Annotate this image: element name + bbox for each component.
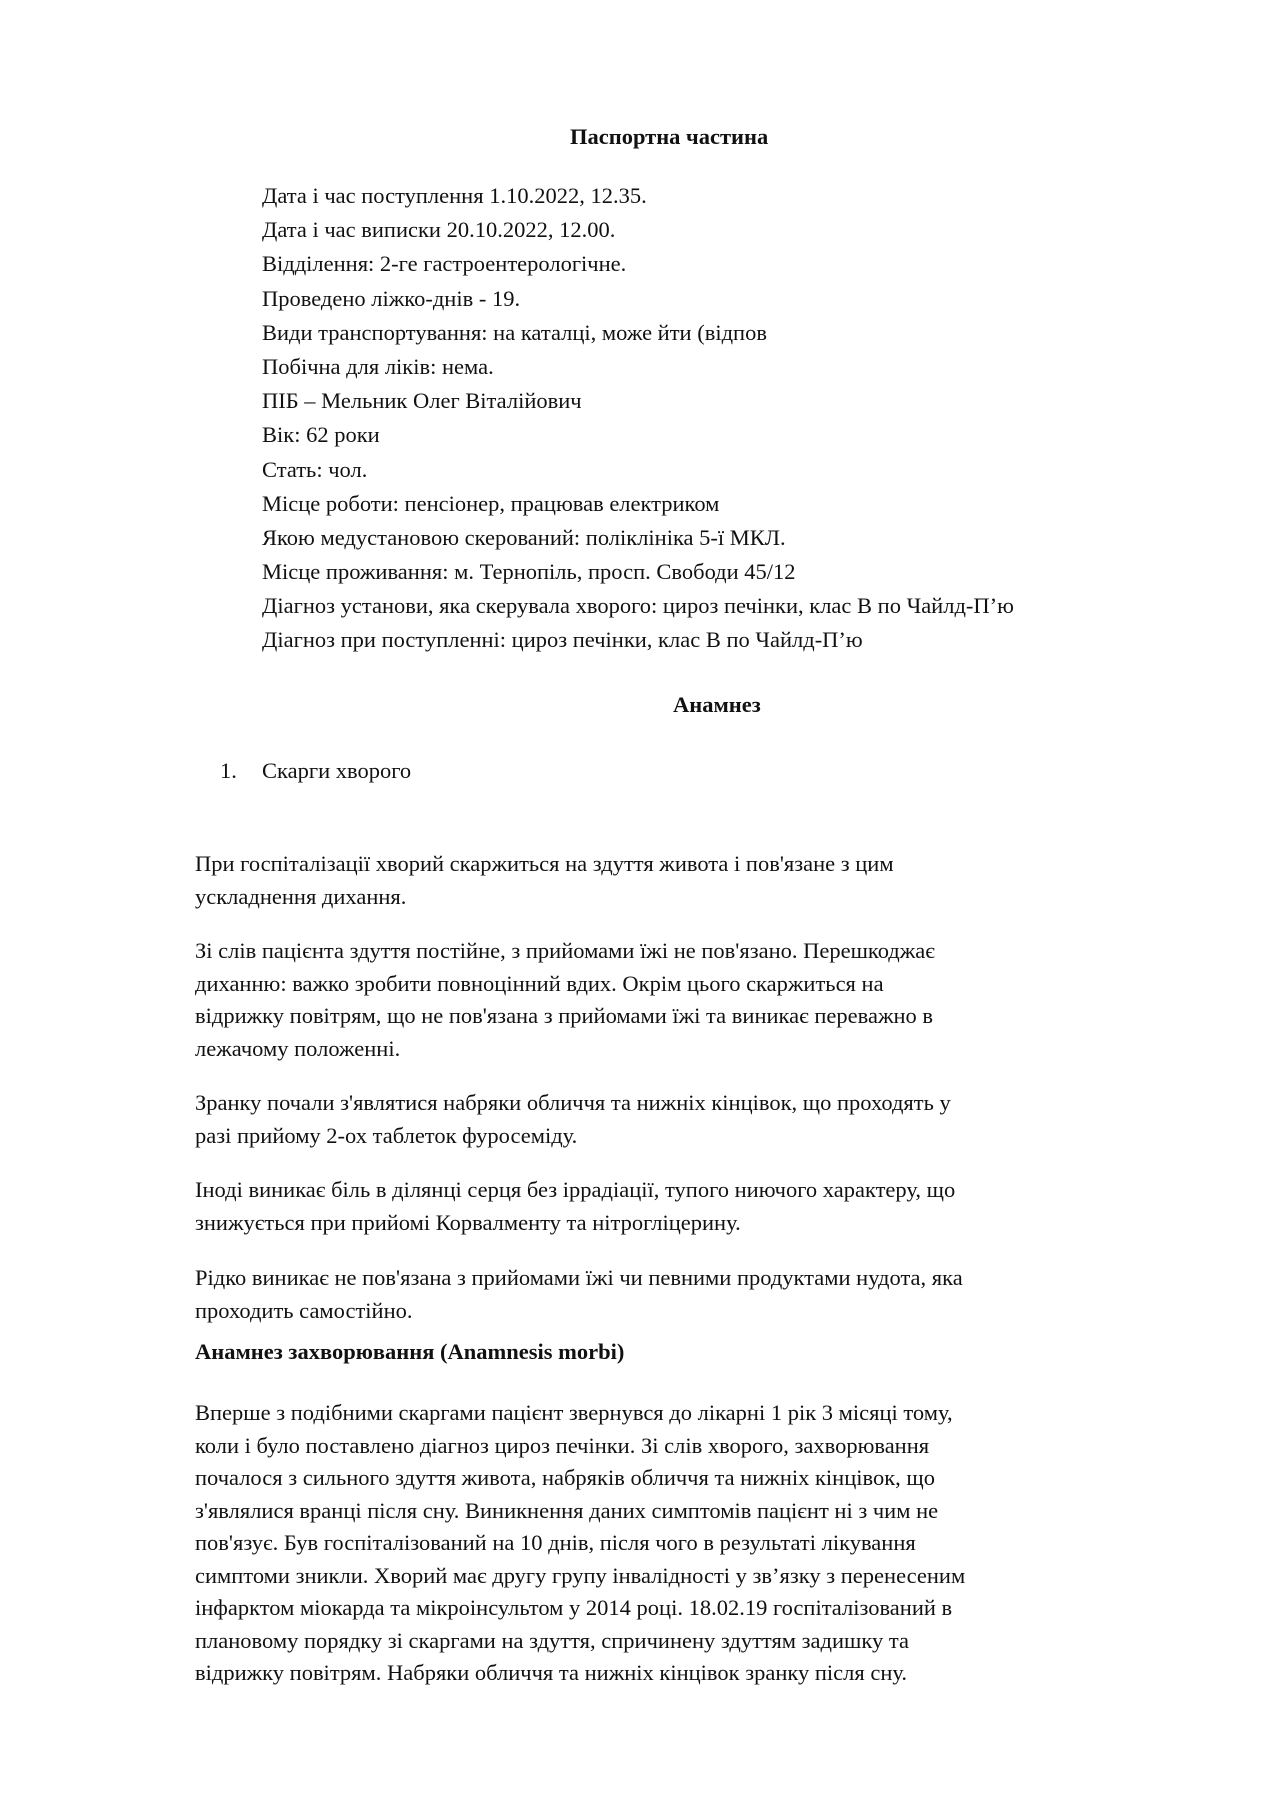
patient-age: Вік: 62 роки bbox=[262, 422, 380, 448]
paragraph-line: інфарктом міокарда та мікроінсультом у 2014 році. 18.02.19 госпіталізований в bbox=[195, 1595, 953, 1620]
referral-diagnosis: Діагноз установи, яка скерувала хворого: цироз печінки, клас В по Чайлд-П’ю bbox=[262, 593, 1014, 619]
referring-institution: Якою медустановою скерований: поліклініка 5-ї МКЛ. bbox=[262, 524, 786, 550]
list-number: 1. bbox=[220, 758, 237, 783]
paragraph-line: коли і було поставлено діагноз цироз печінки. Зі слів хворого, захворювання bbox=[195, 1432, 930, 1458]
patient-name: ПІБ – Мельник Олег Віталійович bbox=[262, 388, 582, 414]
paragraph-line: диханню: важко зробити повноцінний вдих. Окрім цього скаржиться на bbox=[195, 970, 884, 996]
paragraph-line: Вперше з подібними скаргами пацієнт звернувся до лікарні 1 рік 3 місяці тому, bbox=[195, 1400, 953, 1425]
paragraph-line: Рідко виникає не пов'язана з прийомами їжі чи певними продуктами нудота, яка bbox=[195, 1265, 963, 1290]
discharge-datetime: Дата і час виписки 20.10.2022, 12.00. bbox=[262, 217, 616, 243]
passport-section-title: Паспортна частина bbox=[570, 124, 769, 149]
paragraph-line: разі прийому 2-ох таблеток фуросеміду. bbox=[195, 1122, 578, 1148]
workplace: Місце роботи: пенсіонер, працював електриком bbox=[262, 490, 720, 516]
complaint-paragraph-1 bbox=[195, 848, 894, 913]
patient-sex: Стать: чол. bbox=[262, 456, 368, 482]
list-item-label: Скарги хворого bbox=[262, 758, 412, 783]
morbi-paragraph bbox=[195, 1397, 965, 1690]
paragraph-line: лежачому положенні. bbox=[195, 1035, 401, 1061]
paragraph-line: почалося з сильного здуття живота, набряків обличчя та нижніх кінцівок, що bbox=[195, 1465, 935, 1490]
paragraph-line: При госпіталізації хворий скаржиться на здуття живота і пов'язане з цим bbox=[195, 851, 894, 876]
paragraph-line: пов'язує. Був госпіталізований на 10 днів, після чого в результаті лікування bbox=[195, 1530, 916, 1555]
paragraph-line: Зі слів пацієнта здуття постійне, з прийомами їжі не пов'язано. Перешкоджає bbox=[195, 938, 935, 963]
complaint-paragraph-3 bbox=[195, 1087, 951, 1152]
paragraph-line: відрижку повітрям. Набряки обличчя та нижніх кінцівок зранку після сну. bbox=[195, 1660, 907, 1685]
admission-datetime: Дата і час поступлення 1.10.2022, 12.35. bbox=[262, 183, 647, 208]
paragraph-line: з'являлися вранці після сну. Виникнення даних симптомів пацієнт ні з чим не bbox=[195, 1497, 939, 1523]
paragraph-line: Іноді виникає біль в ділянці серця без іррадіації, тупого ниючого характеру, що bbox=[195, 1177, 956, 1202]
complaint-paragraph-2 bbox=[195, 935, 935, 1065]
transport-type: Види транспортування: на каталці, може йти (відпов bbox=[262, 319, 767, 345]
complaints-list-item bbox=[220, 756, 411, 786]
paragraph-line: проходить самостійно. bbox=[195, 1297, 413, 1323]
paragraph-line: відрижку повітрям, що не пов'язана з прийомами їжі та виникає переважно в bbox=[195, 1003, 934, 1028]
admission-diagnosis: Діагноз при поступленні: цироз печінки, клас В по Чайлд-П’ю bbox=[262, 627, 863, 653]
bed-days: Проведено ліжко-днів - 19. bbox=[262, 285, 521, 311]
anamnesis-section-title: Анамнез bbox=[673, 692, 761, 717]
residence: Місце проживання: м. Тернопіль, просп. Свободи 45/12 bbox=[262, 559, 796, 585]
passport-details-list bbox=[262, 179, 1014, 658]
paragraph-line: знижується при прийомі Корвалменту та нітрогліцерину. bbox=[195, 1209, 741, 1235]
paragraph-line: плановому порядку зі скаргами на здуття, спричинену здуттям задишку та bbox=[195, 1627, 909, 1653]
paragraph-line: симптоми зникли. Хворий має другу групу інвалідності у зв’язку з перенесеним bbox=[195, 1562, 966, 1588]
complaint-paragraph-4 bbox=[195, 1174, 955, 1239]
drug-side-effects: Побічна для ліків: нема. bbox=[262, 353, 494, 379]
paragraph-line: ускладнення дихання. bbox=[195, 883, 407, 909]
morbi-section-title: Анамнез захворювання (Anamnesis morbi) bbox=[195, 1339, 625, 1364]
paragraph-line: Зранку почали з'являтися набряки обличчя та нижніх кінцівок, що проходять у bbox=[195, 1090, 951, 1115]
complaint-paragraph-5 bbox=[195, 1262, 963, 1327]
department: Відділення: 2-ге гастроентерологічне. bbox=[262, 251, 627, 277]
